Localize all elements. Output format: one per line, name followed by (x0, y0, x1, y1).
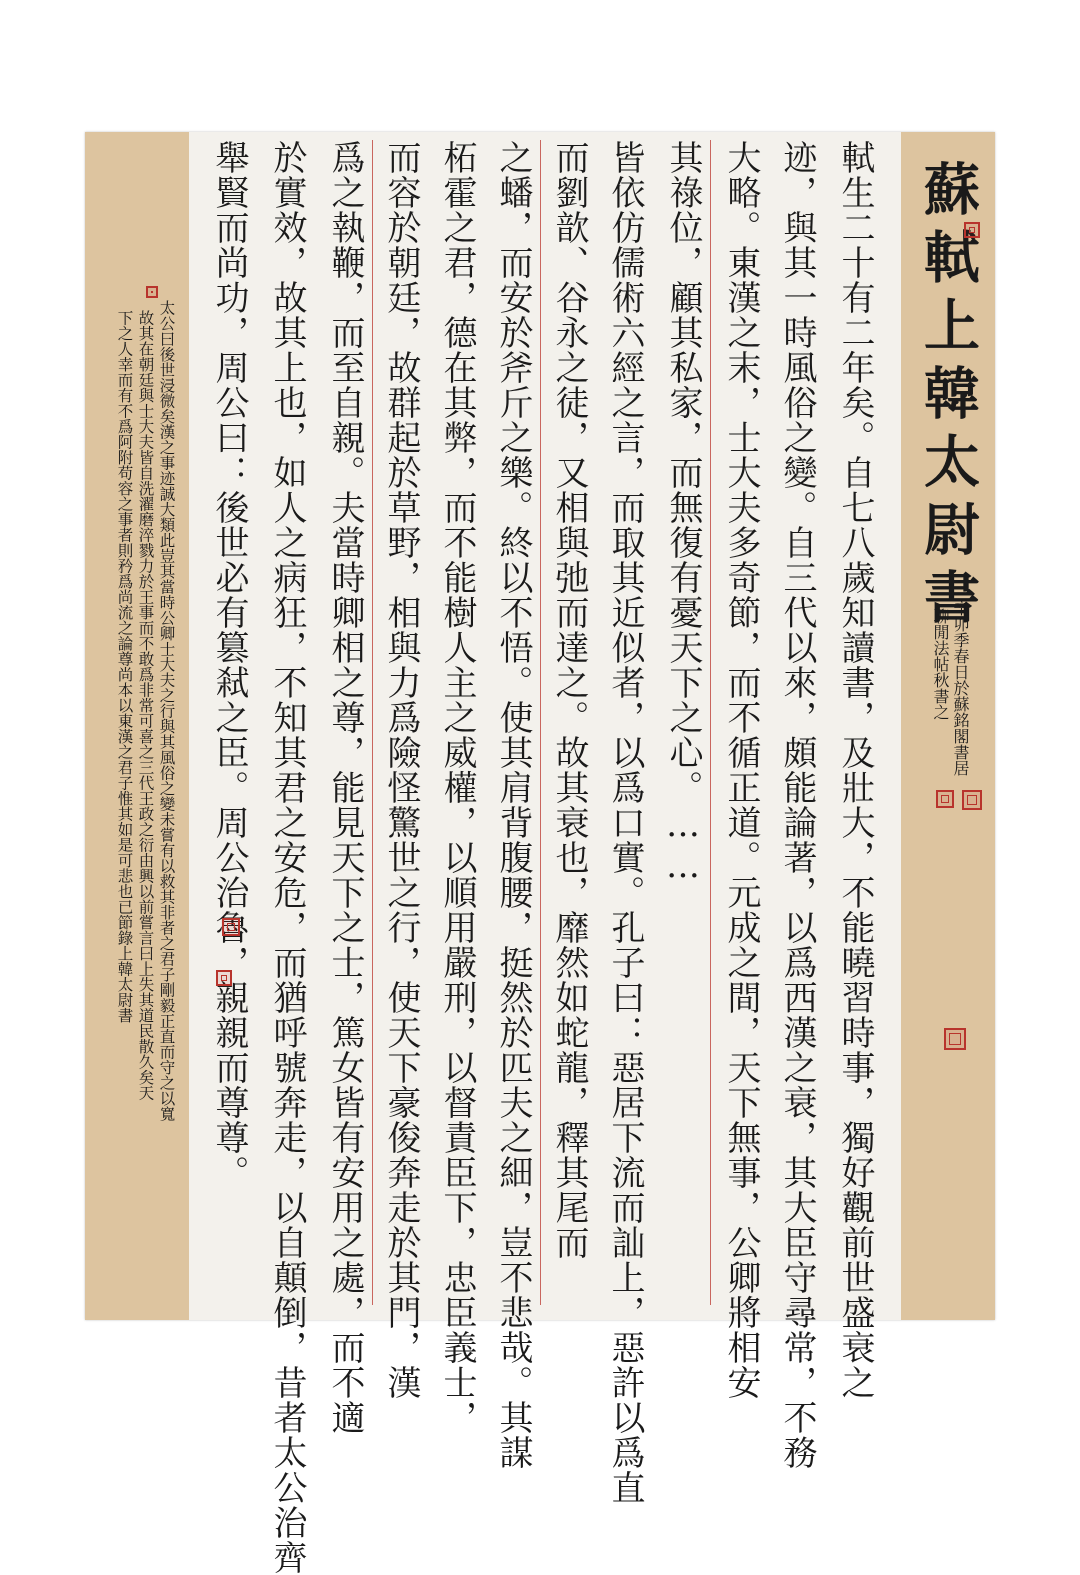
seal-stamp (222, 918, 240, 936)
ruling-line (372, 140, 373, 1305)
text-column-2: 迹，與其一時風俗之變。自三代以來，頗能論著，以爲西漢之衰，其大臣守尋常，不務 (777, 140, 817, 1470)
artwork-title: 蘇軾上韓太尉書 (915, 160, 981, 636)
colophon-column-2: 故其在朝廷與士大夫皆自洗濯磨淬戮力於王事而不敢爲非常可喜之三代王政之衍由興以前嘗言曰上失其道民散久矣天 (136, 310, 155, 1101)
artwork-signature-2: 聊閒法帖秋書之 (931, 608, 950, 720)
colophon-column-1: 太公曰後世浸微矣漢之事迹誠大類此豈其當時公卿士大夫之行與其風俗之變未嘗有以救其非者之君子剛毅正直而守之以寬 (157, 300, 176, 1122)
text-column-12: 舉賢而尚功，周公曰：後世必有篡弒之臣。周公治魯，親親而尊尊。 (209, 140, 249, 1190)
text-column-5: 皆依仿儒術六經之言，而取其近似者，以爲口實。孔子曰：惡居下流而訕上，惡許以爲直 (605, 140, 645, 1505)
ruling-line (540, 140, 541, 1305)
text-column-11: 於實效，故其上也，如人之病狂，不知其君之安危，而猶呼號奔走，以自顛倒，昔者太公治齊 (267, 140, 307, 1575)
text-column-10: 爲之執鞭，而至自親。夫當時卿相之尊，能見天下之士，篤女皆有安用之處，而不適 (325, 140, 365, 1435)
seal-stamp (944, 1028, 966, 1050)
text-column-1: 軾生二十有二年矣。自七八歲知讀書，及壯大，不能曉習時事，獨好觀前世盛衰之 (835, 140, 875, 1400)
text-column-7: 之蟠，而安於斧斤之樂。終以不悟。使其肩背腹腰，挺然於匹夫之細，豈不悲哉。其謀 (493, 140, 533, 1470)
seal-stamp (936, 790, 954, 808)
text-column-8: 柘霍之君，德在其弊，而不能樹人主之威權，以順用嚴刑，以督責臣下，忠臣義士， (437, 140, 477, 1435)
seal-stamp (962, 790, 982, 810)
artwork-signature: 辛卯季春日於蘇銘閣書居 (951, 600, 970, 776)
colophon-column-3: 下之人幸而有不爲阿附苟容之事者則矜爲尚流之論尊尚本以東漢之君子惟其如是可悲也已節錄上韓太尉書 (115, 310, 134, 1023)
text-column-6: 而劉歆、谷永之徒，又相與弛而達之。故其衰也，靡然如蛇龍，釋其尾而 (549, 140, 589, 1260)
seal-stamp (964, 222, 980, 238)
text-column-4: 其祿位，顧其私家，而無復有憂天下之心。…… (663, 140, 703, 887)
ruling-line (710, 140, 711, 1305)
seal-stamp (216, 970, 232, 986)
seal-stamp (146, 286, 158, 298)
text-column-9: 而容於朝廷，故群起於草野，相與力爲險怪驚世之行，使天下豪俊奔走於其門，漢 (381, 140, 421, 1400)
text-column-3: 大略。東漢之末，士大夫多奇節，而不循正道。元成之間，天下無事，公卿將相安 (721, 140, 761, 1400)
